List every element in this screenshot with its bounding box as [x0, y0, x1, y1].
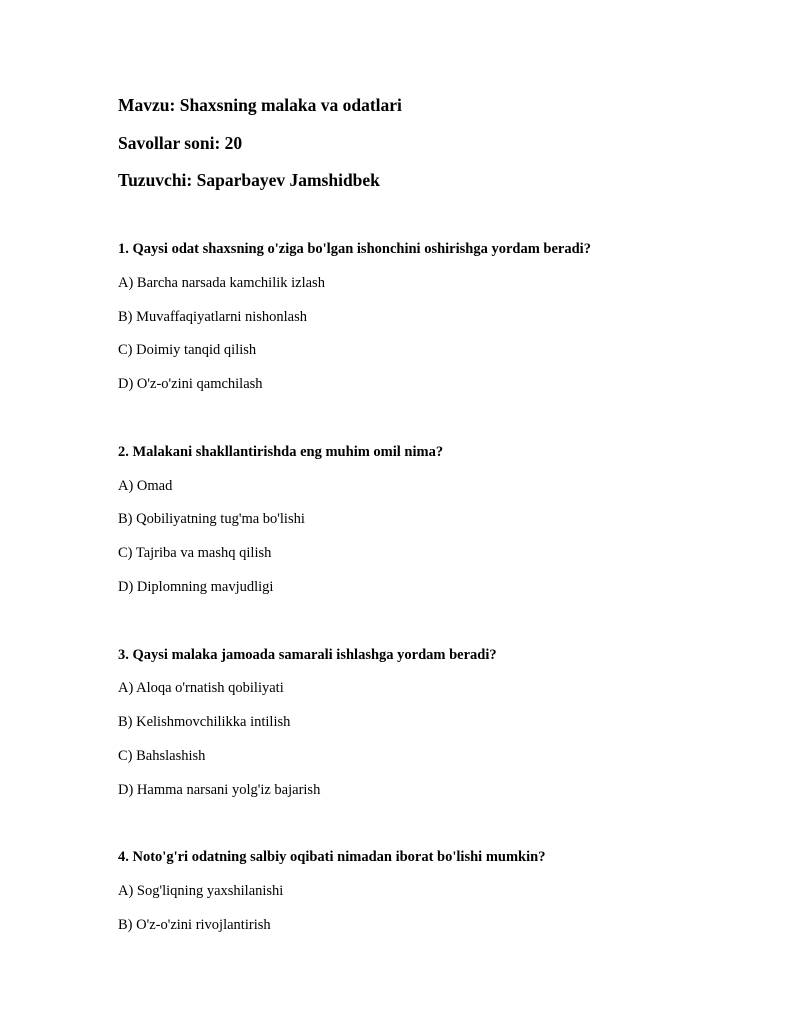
question-4-option-b: B) O'z-o'zini rivojlantirish — [118, 917, 271, 933]
question-2-option-c: C) Tajriba va mashq qilish — [118, 545, 272, 561]
question-4-text: 4. Noto'g'ri odatning salbiy oqibati nimadan iborat bo'lishi mumkin? — [118, 849, 546, 865]
question-3-option-a: A) Aloqa o'rnatish qobiliyati — [118, 680, 284, 696]
topic-heading: Mavzu: Shaxsning malaka va odatlari — [118, 95, 402, 115]
question-1-option-c: C) Doimiy tanqid qilish — [118, 342, 257, 358]
question-3-option-d: D) Hamma narsani yolg'iz bajarish — [118, 782, 321, 798]
question-4-option-a: A) Sog'liqning yaxshilanishi — [118, 883, 284, 899]
question-3-option-b: B) Kelishmovchilikka intilish — [118, 714, 291, 730]
question-count-heading: Savollar soni: 20 — [118, 133, 243, 153]
question-1-option-a: A) Barcha narsada kamchilik izlash — [118, 275, 325, 291]
question-1-option-b: B) Muvaffaqiyatlarni nishonlash — [118, 309, 308, 325]
question-2-option-d: D) Diplomning mavjudligi — [118, 579, 274, 595]
question-1-text: 1. Qaysi odat shaxsning o'ziga bo'lgan ishonchini oshirishga yordam beradi? — [118, 241, 591, 257]
question-3-text: 3. Qaysi malaka jamoada samarali ishlashga yordam beradi? — [118, 647, 497, 663]
question-2-text: 2. Malakani shakllantirishda eng muhim omil nima? — [118, 444, 444, 460]
question-2-option-b: B) Qobiliyatning tug'ma bo'lishi — [118, 511, 305, 527]
question-1-option-d: D) O'z-o'zini qamchilash — [118, 376, 263, 392]
author-heading: Tuzuvchi: Saparbayev Jamshidbek — [118, 170, 380, 190]
question-3-option-c: C) Bahslashish — [118, 748, 206, 764]
question-2-option-a: A) Omad — [118, 478, 173, 494]
